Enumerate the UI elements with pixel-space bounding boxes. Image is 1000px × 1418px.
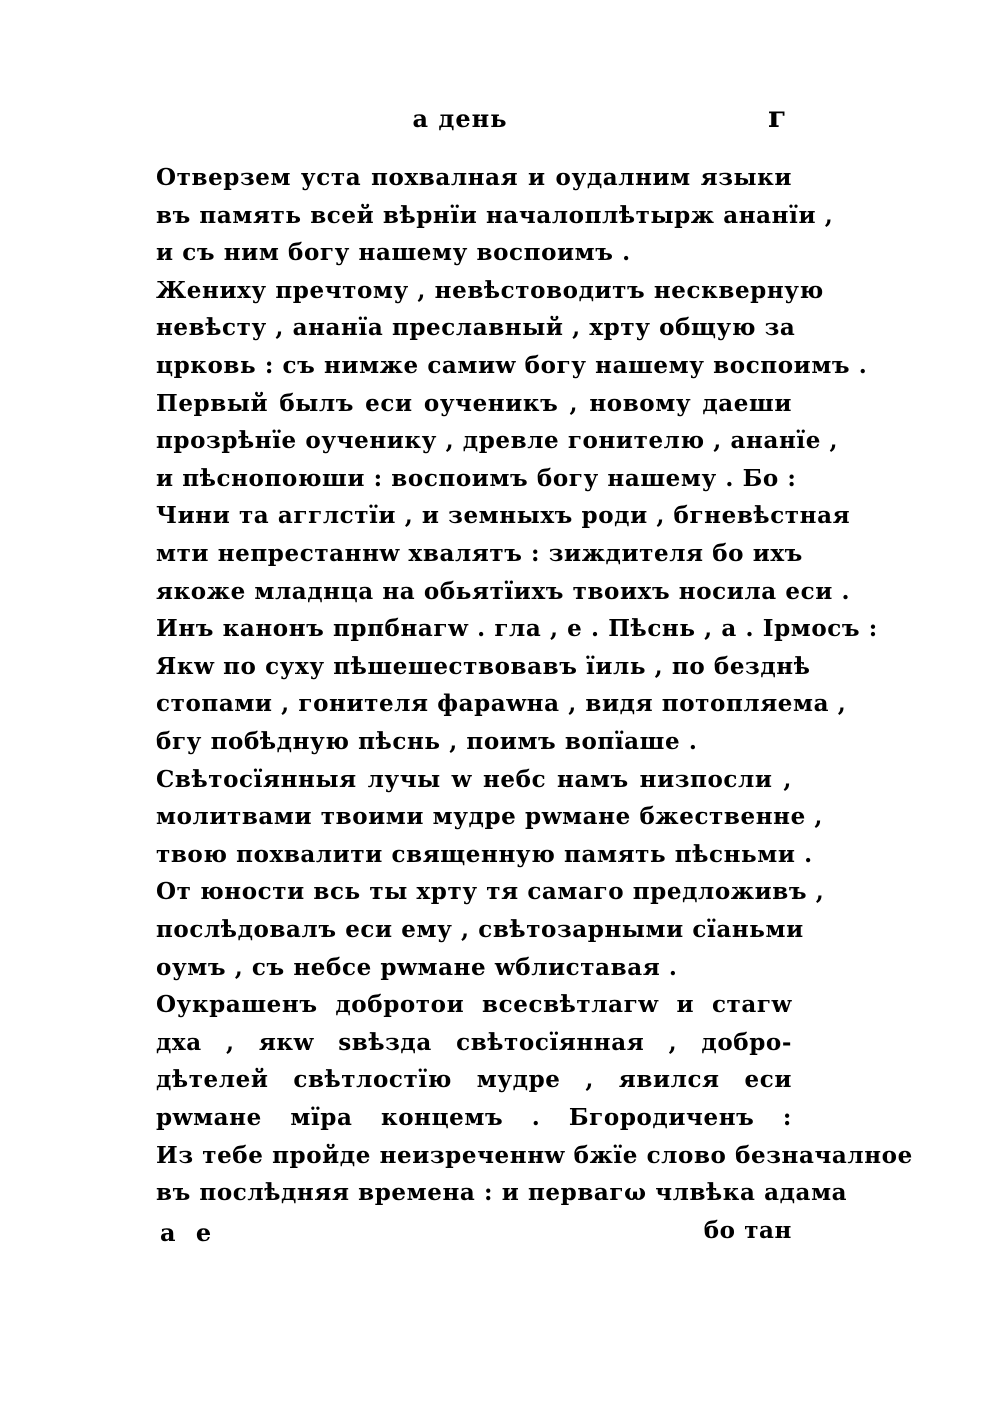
text-line: прозрѣнїе оученику , древле гонителю , ананїе , (156, 427, 839, 454)
text-line: црковь : съ нимже самиw богу нашему воспоимъ . (156, 352, 868, 379)
text-line: Из тебе пройде неизреченнw бжїе слово безначалное (156, 1142, 913, 1169)
text-line: молитвами твоими мудре рwмане бжественне , (156, 803, 824, 830)
text-line: въ послѣдняя времена : и первагω члвѣка адама (156, 1179, 848, 1206)
text-line: Жениху пречтому , невѣстоводитъ нескверную (156, 277, 824, 304)
catchword: бо тан (703, 1217, 792, 1244)
text-line: Якw по суху пѣшешествовавъ їиль , по безднѣ (156, 653, 811, 680)
text-line: Оукрашенъ добротои всесвѣтлагw и стагw (156, 991, 792, 1018)
text-line: твою похвалити священную память пѣсньми . (156, 841, 813, 868)
text-line: Инъ канонъ прпбнагw . гла , е . Пѣснь , а . Ірмосъ : (156, 615, 878, 642)
text-line: дѣтелей свѣтлостїю мудре , явился еси (156, 1066, 792, 1093)
text-line: невѣсту , ананїа преславный , хрту общую за (156, 314, 796, 341)
page-number: г (768, 100, 787, 135)
text-line: стопами , гонителя фараwна , видя потопляема , (156, 690, 847, 717)
text-line: бгу побѣдную пѣснь , поимъ вопїаше . (156, 728, 698, 755)
signature-mark: а е (160, 1218, 218, 1247)
text-line: въ память всей вѣрнїи началоплѣтырж ананїи , (156, 202, 834, 229)
text-line: Чини та агглстїи , и земныхъ роди , бгневѣстная (156, 502, 851, 529)
text-line: мти непрестаннw хвалятъ : зиждителя бо ихъ (156, 540, 803, 567)
text-line: дха , якw ѕвѣзда свѣтосїянная , добро- (156, 1029, 792, 1056)
text-line: оумъ , съ небсе рwмане wблиставая . (156, 954, 678, 981)
text-line: Свѣтосїянныя лучы w небс намъ низпосли , (156, 766, 792, 793)
text-line: и пѣснопоюши : воспоимъ богу нашему . Бо : (156, 465, 797, 492)
text-line: Первый былъ еси оученикъ , новому даеши (156, 390, 792, 417)
text-line: якоже младнца на обьятїихъ твоихъ носила еси . (156, 578, 851, 605)
text-line: рwмане мїра концемъ . Бгородиченъ : (156, 1104, 792, 1131)
text-line: и съ ним богу нашему воспоимъ . (156, 239, 631, 266)
text-line: От юности всь ты хрту тя самаго предложивъ , (156, 878, 825, 905)
running-head: а день (412, 104, 508, 133)
text-line: Отверзем уста похвалная и оудалним языки (156, 164, 792, 191)
text-line: послѣдовалъ еси ему , свѣтозарными сїаньми (156, 916, 804, 943)
